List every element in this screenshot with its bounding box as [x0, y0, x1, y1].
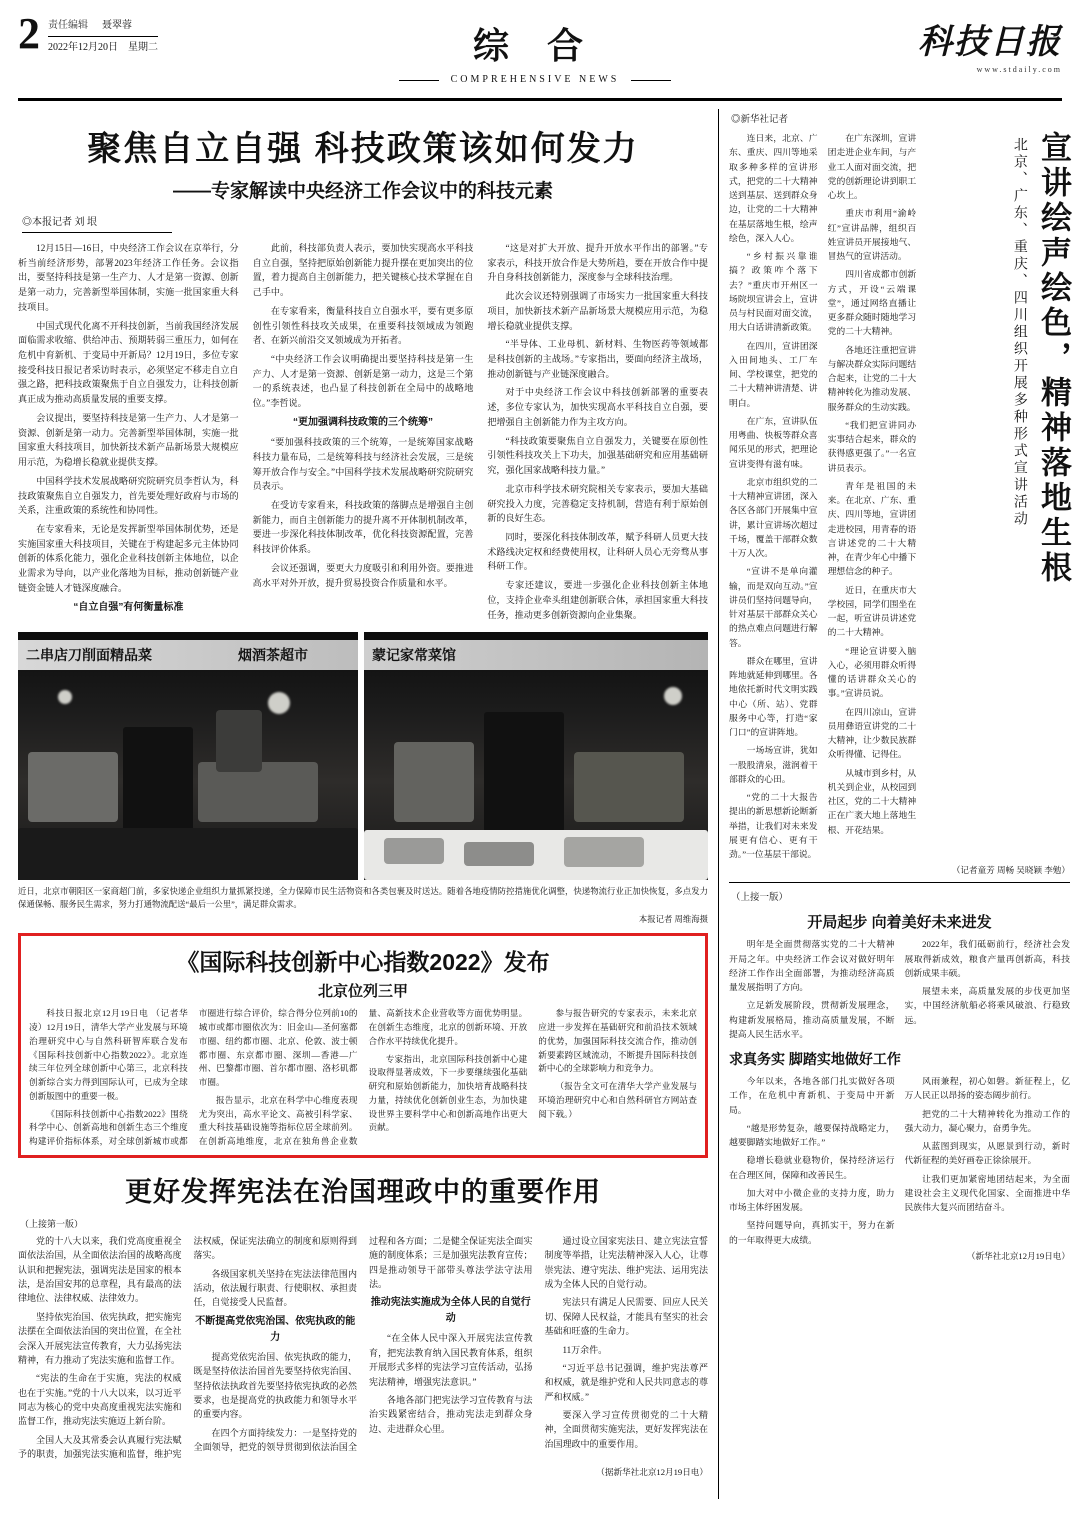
right-p: 连日来，北京、广东、重庆、四川等地采取多种多样的宣讲形式，把党的二十大精神送到基层、送到群众身边，让党的二十大精神在基层落地生根，绘声绘色，深入人心。 — [729, 133, 818, 243]
lead-p: “半导体、工业母机、新材料、生物医药等领域都是科技创新的主战场。”专家指出，要面向经济主战场，推动创新链与产业链深度融合。 — [487, 339, 708, 379]
right-p: “宣讲不是单向灌输，而是双向互动。”宣讲员们坚持问题导向，针对基层干部群众关心的热点难点问题进行解答。 — [729, 566, 818, 648]
right-p: 四川省成都市创新方式，开设“云端课堂”，通过网络直播让更多群众随时随地学习党的二十大精神。 — [827, 269, 917, 337]
lead-p: 在受访专家看来，科技政策的落脚点是增强自主创新能力，而自主创新能力的提升离不开体制机制改革，要进一步深化科技体制改革，优化科技资源配置，完善科技评价体系。 — [252, 499, 474, 555]
constitution-end: （据新华社北京12月19日电） — [596, 1466, 708, 1477]
constitution-p: 各级国家机关坚持在宪法法律范围内活动，依法履行职责、行使职权、承担责任，自觉接受人民监督。 — [193, 1268, 357, 1308]
right-p: 明年是全面贯彻落实党的二十大精神开局之年。中央经济工作会议对做好明年经济工作作出全面部署，为推动经济高质量发展指明了方向。 — [729, 939, 895, 992]
right-p: 风雨兼程，初心如磐。新征程上，亿万人民正以昂扬的姿态阔步前行。 — [904, 1076, 1070, 1101]
photo-right — [364, 632, 708, 880]
lead-p: 在专家看来，无论是发挥新型举国体制优势，还是实施国家重大科技项目，关键在于构建起多元主体协同创新的体系化能力，强化企业科技创新主体地位，以企业需求为导向，以产业化落地为目标，推动创新链产业链资金链人才链深度融合。 — [18, 523, 239, 593]
constitution-p: 要深入学习宣传贯彻党的二十大精神，全面贯彻实施宪法，更好发挥宪法在治国理政中的重要作用。 — [544, 1410, 708, 1449]
right-p: “理论宣讲要入脑入心，必须用群众听得懂的话讲群众关心的事。”宣讲员说。 — [827, 645, 917, 699]
right-p: “党的二十大报告提出的新思想新论断新举措，让我们对未来发展更有信心、更有干劲。”一位基层干部说。 — [729, 792, 818, 859]
right-p: “越是形势复杂，越要保持战略定力，越要脚踏实地做好工作。” — [729, 1122, 895, 1147]
right-p: 加大对中小微企业的支持力度，助力市场主体纾困发展。 — [729, 1187, 895, 1212]
boxed-p: 报告显示，北京在科学中心维度表现尤为突出，高水平论文、高被引科学家、重大科技基础设施等指标位居全球前列。在创新高地维度，北京在独角兽企业数量、高新技术企业营收等方面优势明显。在创新生态维度，北京的创新环境、开放合作水平持续优化提升。 — [198, 1008, 528, 1147]
shop-sign-left — [18, 640, 358, 670]
right-p: 一场场宣讲，犹如一股股清泉，滋润着干部群众的心田。 — [729, 745, 818, 784]
constitution-p: 通过设立国家宪法日、建立宪法宣誓制度等举措，让宪法精神深入人心，让尊崇宪法、遵守宪法、维护宪法、运用宪法成为全体人民的自觉行动。 — [544, 1235, 708, 1289]
photo-group — [18, 632, 708, 880]
boxed-subtitle: 北京位列三甲 — [317, 983, 408, 1001]
vertical-headline-wrap — [924, 131, 1070, 861]
lead-p: 中国科学技术发展战略研究院研究员李哲认为，科技政策聚焦自立自强发力，首先要处理好政府与市场的关系，注重政策的系统性和协同性。 — [18, 475, 239, 516]
constitution-body — [18, 1234, 708, 1462]
shop-sign-mid-text: 烟酒茶超市 — [238, 647, 308, 664]
boxed-p: 科技日报北京12月19日电 （记者华凌）12月19日，清华大学产业发展与环境治理研究中心与自然科研智库联合发布《国际科技创新中心指数2022》。北京连续三年位列全球创新中心第三，北京科技创新综合实力得到国际认可，已成为全球创新版图中的重要一极。 — [29, 1008, 188, 1101]
right-p: 近日，在重庆市大学校园，同学们围坐在一起，听宣讲员讲述党的二十大精神。 — [827, 584, 917, 638]
folio-meta — [48, 14, 158, 55]
right-credit: （记者童芳 周畅 吴晓颖 李勉） — [951, 865, 1070, 876]
right-work-heading: 求真务实 脚踏实地做好工作 — [729, 1051, 901, 1067]
right-p: 立足新发展阶段，贯彻新发展理念，构建新发展格局，推动高质量发展，不断提高人民生活水平。 — [729, 1000, 895, 1039]
lead-p: 会议还强调，要更大力度吸引和利用外资。要推进高水平对外开放，提升贸易投资合作质量和水平。 — [252, 562, 474, 588]
lead-p: 中国式现代化离不开科技创新，当前我国经济发展面临需求收缩、供给冲击、预期转弱三重压力，如何在危机中育新机、于变局中开新局？12月19日，多位专家接受科技日报记者采访时表示，必须坚定不移走自立自强之路，把科技政策聚焦于自立自强发力，让科技创新真正成为推动高质量发展的重要支撑。 — [18, 320, 239, 405]
lead-p: 12月15日—16日，中央经济工作会议在京举行，分析当前经济形势，部署2023年经济工作任务。会议指出，要坚持科技是第一生产力、人才是第一资源、创新是第一动力，完善新型举国体制，实施一批国家重大科技项目。 — [18, 243, 239, 312]
lead-p: 专家还建议，要进一步强化企业科技创新主体地位，支持企业牵头组建创新联合体，承担国家重大科技任务，推动更多创新资源向企业集聚。 — [487, 580, 708, 620]
section-title — [278, 14, 792, 87]
right-p: 展望未来，高质量发展的步伐更加坚实，中国经济航船必将乘风破浪、行稳致远。 — [904, 986, 1070, 1025]
boxed-p: （报告全文可在清华大学产业发展与环境治理研究中心和自然科研官方网站查阅下载。） — [538, 1081, 697, 1119]
boxed-p: 《国际科技创新中心指数2022》围绕科学中心、创新高地和创新生态三个维度构建评价指标体系，对全球创新城市或都市圈进行综合评价，综合得分位列前10的城市或都市圈依次为：旧金山—圣何塞都市圈、纽约都市圈、北京、伦敦、波士顿都市圈、东京都市圈、深圳—香港—广州、巴黎都市圈、首尔都市圈、洛杉矶都市圈。 — [29, 1008, 358, 1147]
boxed-p: 参与报告研究的专家表示，未来北京应进一步发挥在基础研究和前沿技术领域的优势，加强国际科技交流合作，推动创新要素跨区域流动，不断提升国际科技创新中心的全球影响力和竞争力。 — [538, 1008, 697, 1074]
photo-left — [18, 632, 358, 880]
right-source: ◎新华社记者 — [731, 115, 789, 125]
lead-p: “中央经济工作会议明确提出要坚持科技是第一生产力、人才是第一资源、创新是第一动力，这是三个第一的系统表述，也凸显了科技创新在全局中的战略地位。”李哲说。 — [252, 354, 474, 409]
right-p: 今年以来，各地各部门扎实做好各项工作，在危机中育新机、于变局中开新局。 — [729, 1076, 895, 1115]
lead-section-heading: “更加强调科技政策的三个统筹” — [292, 416, 433, 428]
photo-credit: 本报记者 周维海摄 — [638, 915, 708, 925]
photo-caption: 近日，北京市朝阳区一家商超门前，多家快递企业组织力量抓紧投递，全力保障市民生活物资和各类包裹及时送达。随着各地疫情防控措施优化调整，快递物流行业正加快恢复，多点发力保通保畅、服务民生需求，努力打通物流配送“最后一公里”，满足群众需求。 — [18, 887, 708, 910]
editor-label: 责任编辑 — [48, 20, 88, 31]
constitution-p: 11万余件。 — [562, 1344, 608, 1355]
body-grid — [18, 109, 1071, 1499]
right-p: 让我们更加紧密地团结起来，为全面建设社会主义现代化国家、全面推进中华民族伟大复兴而团结奋斗。 — [904, 1173, 1070, 1212]
right-work-body — [729, 1074, 1070, 1247]
lead-body — [18, 241, 708, 622]
lead-section-heading: “自立自强”有何衡量标准 — [73, 601, 184, 613]
right-divider — [729, 882, 1070, 883]
right-p: 从蓝图到现实，从愿景到行动，新时代新征程的美好画卷正徐徐展开。 — [904, 1141, 1070, 1166]
boxed-body — [29, 1007, 697, 1149]
page-number: 2 — [18, 9, 40, 58]
right-p: 在广东，宣讲队伍用粤曲、快板等群众喜闻乐见的形式，把理论宣讲变得有滋有味。 — [729, 415, 818, 469]
section-title-en: COMPREHENSIVE NEWS — [441, 74, 630, 85]
right-p: 在四川，宣讲团深入田间地头、工厂车间、学校课堂，把党的二十大精神讲清楚、讲明白。 — [729, 340, 818, 408]
lead-p: 对于中央经济工作会议中科技创新部署的重要表述，多位专家认为，加快实现高水平科技自立自强，要把增强自主创新能力作为主攻方向。 — [487, 387, 708, 427]
lead-p: 此前，科技部负责人表示，要加快实现高水平科技自立自强，坚持把原始创新能力提升摆在更加突出的位置，着力提高自主创新能力，把关键核心技术掌握在自己手中。 — [252, 243, 474, 298]
brand-url: www.stdaily.com — [976, 65, 1062, 74]
issue-date: 2022年12月20日 — [48, 42, 118, 53]
lead-p: 会议提出，要坚持科技是第一生产力、人才是第一资源、创新是第一动力。完善新型举国体制，实施一批国家重大科技项目，加快新技术新产品新场景大规模应用示范，为稳增长稳就业提供支撑。 — [18, 412, 239, 468]
shop-sign-left-text: 二串店刀削面精品菜 — [26, 647, 152, 664]
constitution-p: 党的十八大以来，我们党高度重视全面依法治国，从全面依法治国的战略高度认识和把握宪法，强调宪法是国家的根本法，是治国安邦的总章程，具有最高的法律地位、法律权威、法律效力。 — [18, 1235, 182, 1304]
constitution-source-note: （上接第一版） — [20, 1218, 84, 1229]
right-p: 把党的二十大精神转化为推动工作的强大动力，凝心聚力，奋勇争先。 — [904, 1108, 1070, 1133]
right-lead-text — [729, 131, 916, 861]
boxed-article — [18, 933, 708, 1158]
boxed-title: 《国际科技创新中心指数2022》发布 — [176, 949, 550, 976]
right-p: 群众在哪里，宣讲阵地就延伸到哪里。各地依托新时代文明实践中心（所、站）、党群服务中心等，打造“家门口”的宣讲阵地。 — [729, 655, 818, 737]
right-p: “乡村振兴靠谁搞？政策咋个落下去？”重庆市开州区一场院坝宣讲会上，宣讲员与村民面对面交流，用大白话讲清新政策。 — [729, 251, 818, 333]
constitution-p: 提高党依宪治国、依宪执政的能力，既是坚持依法治国首先要坚持依宪治国、坚持依法执政首先要坚持依宪执政的必然要求，也是提高党的执政能力和领导水平的重要内容。 — [193, 1351, 357, 1420]
constitution-p: 全国人大及其常委会认真履行宪法赋予的职责，加强宪法实施和监督，维护宪法权威，保证宪法确立的制度和原则得到落实。 — [18, 1235, 357, 1460]
issue-weekday: 星期二 — [128, 42, 158, 53]
lead-subhead: ——专家解读中央经济工作会议中的科技元素 — [172, 181, 553, 202]
right-p: 稳增长稳就业稳物价，保持经济运行在合理区间，保障和改善民生。 — [729, 1155, 895, 1180]
right-p: 在广东深圳，宣讲团走进企业车间，与产业工人面对面交流，把党的创新理论讲到职工心坎上。 — [827, 133, 917, 200]
right-p: 2022年，我们砥砺前行，经济社会发展取得新成效，粮食产量再创新高，科技创新成果丰硕。 — [904, 939, 1070, 978]
right-top-block — [729, 131, 1070, 861]
right-p: 各地还注重把宣讲与解决群众实际问题结合起来，让党的二十大精神转化为推动发展、服务群众的生动实践。 — [827, 344, 917, 412]
lead-p: 在专家看来，衡量科技自立自强水平，要有更多原创性引领性科技攻关成果，在重要科技领域成为领跑者、在新兴前沿交叉领域成为开拓者。 — [252, 305, 474, 346]
brand-name: 科技日报 — [918, 24, 1062, 61]
right-column — [718, 109, 1070, 1499]
right-p: 重庆市利用“渝岭红”宣讲品牌，组织百姓宣讲员开展接地气、冒热气的宣讲活动。 — [827, 208, 917, 261]
boxed-p: 专家指出，北京国际科技创新中心建设取得显著成效，下一步要继续强化基础研究和原始创新能力，加快培育战略科技力量，持续优化创新创业生态，为加快建设世界主要科学中心和创新高地作出更大贡献。 — [368, 1053, 528, 1133]
right-end: （新华社北京12月19日电） — [966, 1250, 1070, 1261]
constitution-p: “在全体人民中深入开展宪法宣传教育，把宪法教育纳入国民教育体系，组织开展形式多样的宪法学习宣传活动，弘扬宪法精神，增强宪法意识。” — [369, 1333, 533, 1387]
right-vertical-subhead: 北京、广东、重庆、四川组织开展多种形式宣讲活动 — [1012, 137, 1029, 528]
constitution-p: “习近平总书记强调，维护宪法尊严和权威，就是维护党和人民共同意志的尊严和权威。” — [544, 1362, 708, 1402]
shop-sign-right — [364, 640, 708, 670]
right-p: 在四川凉山，宣讲员用彝语宣讲党的二十大精神，让少数民族群众听得懂、记得住。 — [827, 706, 917, 760]
constitution-p: 坚持依宪治国、依宪执政，把实施宪法摆在全面依法治国的突出位置，在全社会深入开展宪法宣传教育，大力弘扬宪法精神，有力推动了宪法实施和监督工作。 — [18, 1311, 182, 1365]
right-open-body — [729, 937, 1070, 1041]
lead-headline: 聚焦自立自强 科技政策该如何发力 — [87, 130, 639, 168]
right-p: 坚持问题导向，真抓实干，努力在新的一年取得更大成绩。 — [729, 1220, 895, 1245]
lead-p: “这是对扩大开放、提升开放水平作出的部署。”专家表示，科技开放合作是大势所趋，要在开放合作中提升自身科技创新能力，深度参与全球科技治理。 — [487, 243, 708, 283]
right-p: 北京市组织党的二十大精神宣讲团，深入各区各部门开展集中宣讲，累计宣讲场次超过千场，覆盖干部群众数十万人次。 — [729, 476, 818, 558]
constitution-p: “宪法的生命在于实施，宪法的权威也在于实施。”党的十八大以来，以习近平同志为核心的党中央高度重视宪法实施和监督工作，推动宪法实施迈上新台阶。 — [18, 1373, 182, 1427]
lead-p: “科技政策要聚焦自立自强发力，关键要在原创性引领性科技攻关上下功夫，加强基础研究和应用基础研究，强化国家战略科技力量。” — [487, 435, 708, 476]
brand — [792, 14, 1062, 74]
lead-p: 北京市科学技术研究院相关专家表示，要加大基础研究投入力度，完善稳定支持机制，营造有利于原始创新的良好生态。 — [487, 483, 708, 524]
folio — [18, 9, 278, 58]
right-continued-note: （上接一版） — [731, 893, 789, 904]
left-column — [18, 109, 708, 1499]
byline-rule — [22, 232, 172, 233]
constitution-heading: 推动宪法实施成为全体人民的自觉行动 — [370, 1297, 531, 1325]
lead-byline: ◎本报记者 刘 垠 — [22, 217, 97, 228]
right-open-heading: 开局起步 向着美好未来进发 — [807, 914, 992, 932]
constitution-p: 在四个方面持续发力：一是坚持党的全面领导，把党的领导贯彻到依法治国全过程和各方面；二是健全保证宪法全面实施的制度体系；三是加强宪法教育宣传；四是推动领导干部带头尊法学法守法用法。 — [193, 1235, 533, 1453]
lead-p: “要加强科技政策的三个统筹，一是统筹国家战略科技力量布局，二是统筹科技与经济社会发展，三是统筹开放合作与安全。”中国科学技术发展战略研究院研究员表示。 — [252, 437, 474, 492]
constitution-heading: 不断提高党依宪治国、依宪执政的能力 — [195, 1315, 356, 1343]
lead-p: 同时，要深化科技体制改革，赋予科研人员更大技术路线决定权和经费使用权，让科研人员心无旁骛从事科研工作。 — [487, 531, 708, 572]
right-p: 青年是祖国的未来。在北京、广东、重庆、四川等地，宣讲团走进校园，用青春的语言讲述党的二十大精神，在青少年心中播下理想信念的种子。 — [827, 480, 917, 577]
constitution-p: 各地各部门把宪法学习宣传教育与法治实践紧密结合，推动宪法走到群众身边、走进群众心里。 — [369, 1394, 533, 1434]
editor-name: 聂翠蓉 — [102, 20, 132, 31]
constitution-headline: 更好发挥宪法在治国理政中的重要作用 — [125, 1176, 601, 1207]
masthead — [18, 0, 1062, 96]
right-p: 从城市到乡村，从机关到企业，从校园到社区，党的二十大精神正在广袤大地上落地生根、开花结果。 — [827, 767, 917, 835]
right-vertical-headline: 宣讲绘声绘色，精神落地生根 — [1036, 131, 1071, 586]
section-title-cn: 综 合 — [472, 25, 597, 66]
shop-sign-right-text: 蒙记家常菜馆 — [372, 647, 456, 664]
lead-p: 此次会议还特别强调了市场实力一批国家重大科技项目，加快新技术新产品新场景大规模应用示范，为稳增长稳就业提供支撑。 — [487, 291, 708, 331]
right-p: “我们把宣讲同办实事结合起来，群众的获得感更强了。”一名宣讲员表示。 — [827, 419, 917, 473]
masthead-rule — [18, 98, 1062, 101]
constitution-p: 宪法只有满足人民需要、回应人民关切、保障人民权益，才能具有坚实的社会基础和旺盛的生命力。 — [544, 1297, 708, 1337]
